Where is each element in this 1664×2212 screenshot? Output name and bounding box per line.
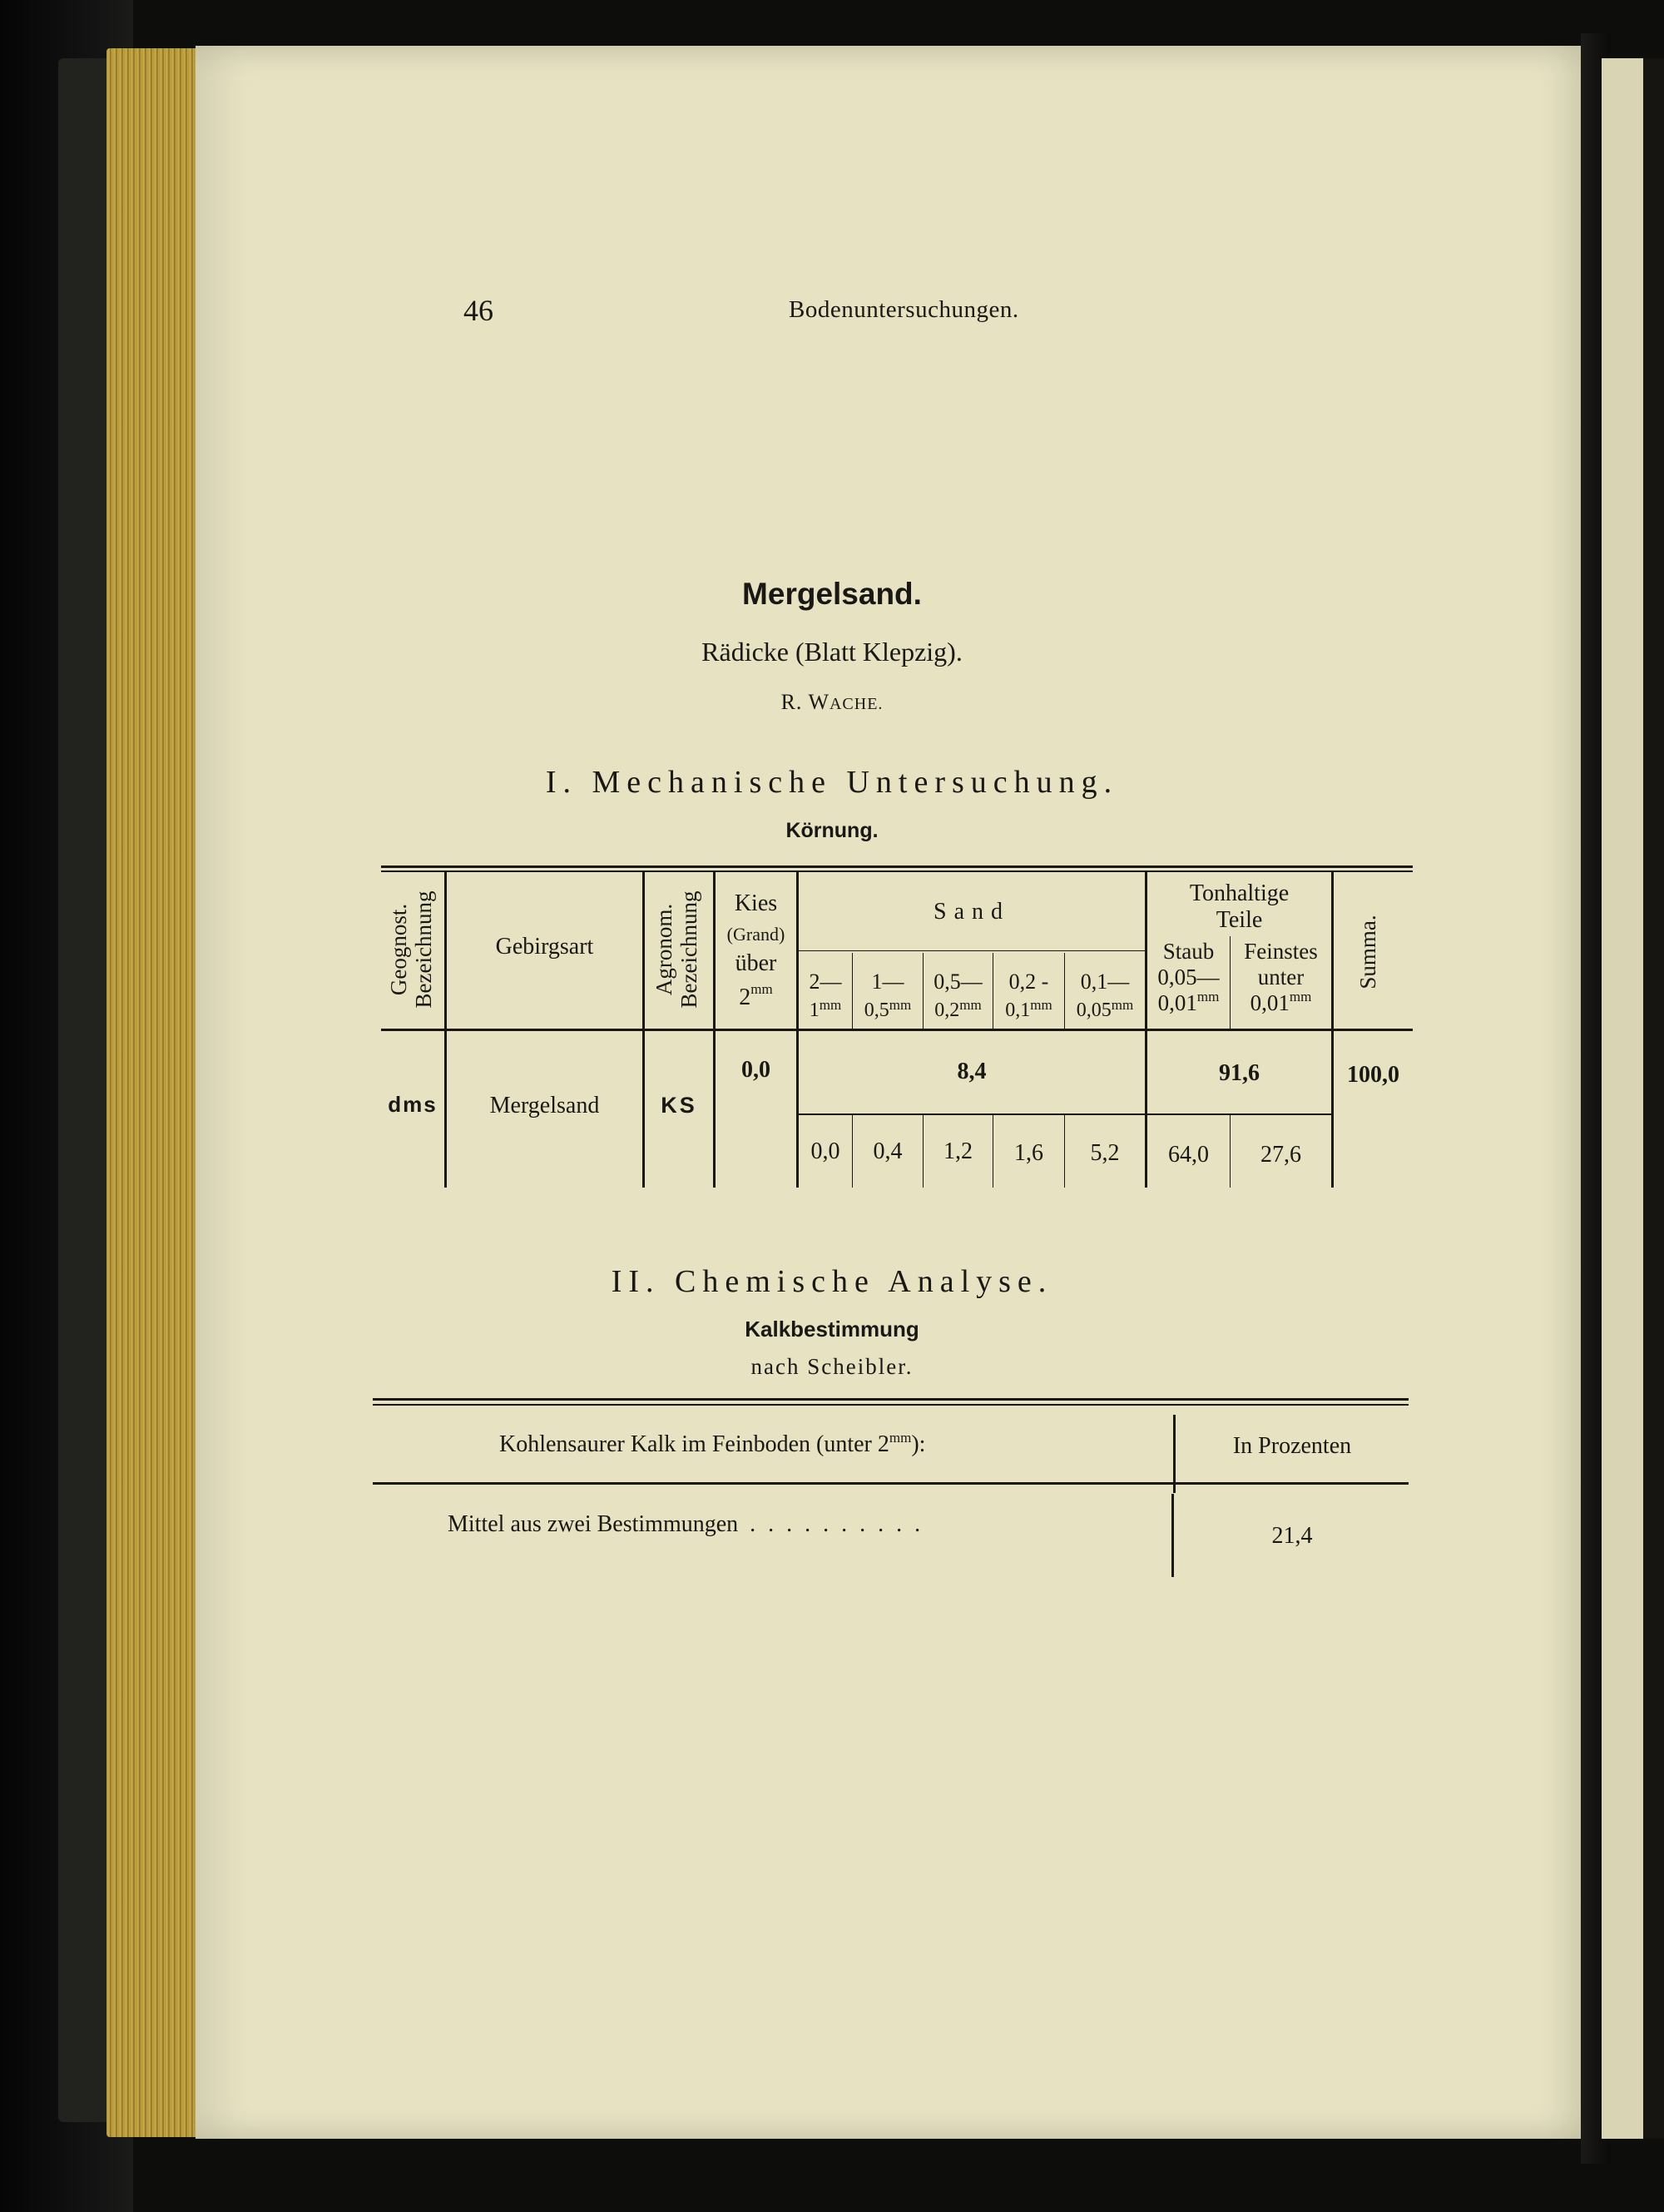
unit-mm: mm (1289, 989, 1312, 1005)
table2-row-label (448, 1511, 1080, 1538)
header-gebirgsart: Gebirgsart (495, 934, 594, 960)
sand-col-2-to: 0,5 (864, 999, 889, 1022)
sand-col-5-from: 0,1— (1080, 970, 1130, 994)
sand-col-4-to: 0,1 (1005, 999, 1031, 1022)
sand-col-3-from: 0,5— (934, 970, 983, 994)
cell-sand-2: 0,4 (873, 1138, 903, 1164)
author-name-rest: ACHE. (829, 695, 884, 713)
header-kies (716, 887, 796, 1015)
header-geognost-line2: Bezeichnung (410, 890, 436, 1009)
table-top-rule (381, 865, 1413, 868)
header-agronom-line2: Bezeichnung (676, 890, 701, 1009)
table2-row-leader: . . . . . . . . . . (750, 1511, 924, 1537)
header-feinstes-line2: unter (1257, 965, 1305, 990)
page-number: 46 (463, 294, 493, 327)
cell-kies: 0,0 (741, 1057, 770, 1083)
cell-sand-4: 1,6 (1014, 1140, 1043, 1166)
header-sand: Sand (934, 899, 1010, 925)
header-staub-line3: 0,01 (1157, 990, 1197, 1016)
document-title: Mergelsand. (742, 577, 922, 611)
header-kies-line3: über (735, 950, 777, 977)
table2-header-rule (373, 1482, 1409, 1485)
cell-sand-3: 1,2 (943, 1138, 973, 1164)
header-staub (1147, 939, 1230, 1016)
col-divider (713, 1031, 716, 1188)
header-kies-size: 2 (739, 984, 751, 1011)
header-summa: Summa. (1355, 915, 1380, 989)
header-sand-col-4 (993, 967, 1064, 1025)
header-feinstes-line1: Feinstes (1244, 939, 1318, 964)
table2-row-value: 21,4 (1271, 1523, 1313, 1549)
cell-summa: 100,0 (1347, 1062, 1399, 1088)
header-sand-col-2 (853, 967, 923, 1025)
author-initial: R. (780, 690, 803, 714)
header-kies-line4 (716, 981, 796, 1015)
sand-col-2-from: 1— (871, 970, 904, 994)
page-edges (106, 48, 206, 2137)
table2-header-text: Kohlensaurer Kalk im Feinboden (unter 2 (499, 1431, 889, 1457)
unit-mm: mm (1196, 989, 1220, 1005)
header-geognost (387, 866, 437, 1033)
sand-col-3-to: 0,2 (934, 999, 960, 1022)
table2-header-left (499, 1431, 1165, 1458)
table-header-rule (381, 1029, 1413, 1031)
cell-sand-total: 8,4 (957, 1059, 987, 1084)
author-name-first: W (808, 690, 830, 714)
unit-mm: mm (889, 997, 912, 1014)
running-head: Bodenuntersuchungen. (789, 296, 1019, 323)
table2-top-rule (373, 1398, 1409, 1401)
sand-col-1-to: 1 (809, 999, 820, 1022)
header-sand-col-1 (799, 967, 852, 1025)
header-geognost-line1: Geognost. (386, 903, 411, 996)
table2-col-divider (1171, 1494, 1174, 1577)
facing-page-shadow (1643, 58, 1664, 2139)
header-kies-line1: Kies (734, 890, 778, 916)
subtotal-rule (799, 1113, 1331, 1115)
table-top-rule-2 (381, 870, 1413, 872)
unit-mm: mm (959, 997, 982, 1014)
header-ton-line1: Tonhaltige (1189, 880, 1290, 906)
header-sand-col-3 (924, 967, 993, 1025)
header-ton-line2: Teile (1216, 907, 1263, 934)
section-2-subtitle: Kalkbestimmung (745, 1317, 919, 1342)
header-feinstes (1231, 939, 1331, 1016)
section-2-method: nach Scheibler. (750, 1354, 914, 1379)
table2-top-rule-2 (373, 1404, 1409, 1406)
unit-mm: mm (889, 1430, 912, 1446)
cell-ton-total: 91,6 (1219, 1060, 1260, 1086)
header-feinstes-line3: 0,01 (1250, 990, 1290, 1016)
header-kies-line2: (Grand) (726, 923, 785, 945)
unit-mm: mm (750, 981, 773, 998)
unit-mm: mm (1111, 997, 1134, 1014)
section-1-subtitle: Körnung. (785, 819, 879, 842)
table2-header-right: In Prozenten (1232, 1433, 1352, 1459)
sand-col-1-from: 2— (809, 970, 842, 994)
header-staub-line1: Staub (1162, 939, 1215, 964)
header-agronom-line1: Agronom. (651, 903, 676, 996)
unit-mm: mm (819, 997, 842, 1014)
cell-feinstes: 27,6 (1260, 1142, 1301, 1168)
cell-geognost: dms (388, 1092, 438, 1117)
author (0, 690, 1664, 715)
header-staub-line2: 0,05— (1157, 965, 1220, 990)
cell-sand-1: 0,0 (810, 1138, 840, 1164)
table2-header-end: ): (911, 1431, 926, 1457)
col-divider (1331, 870, 1334, 1029)
cell-agronom: KS (661, 1093, 697, 1118)
sand-col-4-from: 0,2 - (1008, 970, 1049, 994)
section-2-title: II. Chemische Analyse. (611, 1264, 1053, 1299)
sand-sub-rule (799, 950, 1145, 951)
header-sand-col-5 (1065, 967, 1145, 1025)
section-1-title: I. Mechanische Untersuchung. (545, 765, 1119, 800)
header-ton (1147, 880, 1331, 934)
cell-staub: 64,0 (1168, 1142, 1209, 1168)
unit-mm: mm (1030, 997, 1052, 1014)
document-subtitle: Rädicke (Blatt Klepzig). (701, 637, 963, 667)
col-divider (642, 870, 645, 1029)
sand-col-5-to: 0,05 (1076, 999, 1112, 1022)
header-agronom (652, 866, 702, 1033)
cell-gebirgsart: Mergelsand (489, 1093, 600, 1118)
cell-sand-5: 5,2 (1090, 1140, 1120, 1166)
table2-row-label-text: Mittel aus zwei Bestimmungen (448, 1511, 739, 1537)
col-divider (1331, 1031, 1334, 1188)
